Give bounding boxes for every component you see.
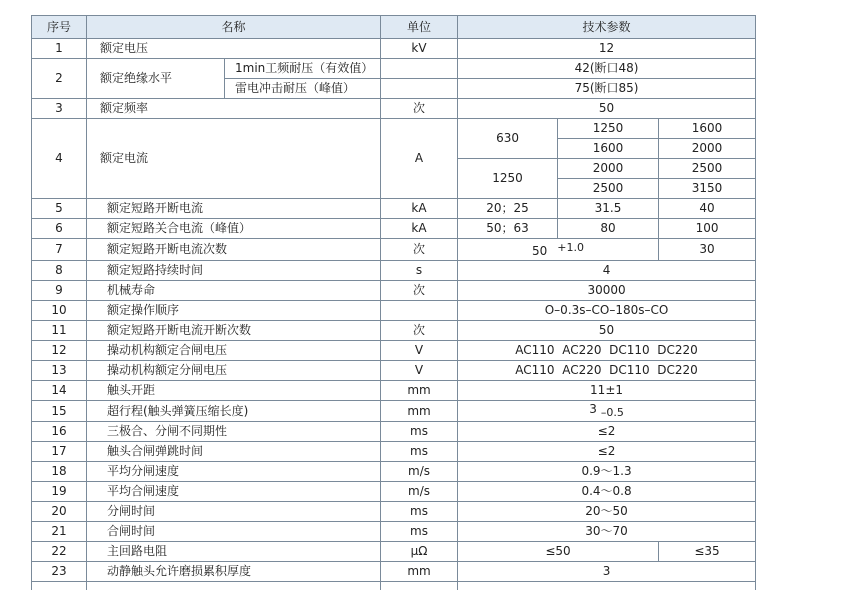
row-value bbox=[458, 239, 659, 261]
row-name: 额定电压 bbox=[87, 39, 381, 59]
table-row bbox=[32, 59, 756, 79]
row-name: 触头开距 bbox=[87, 381, 381, 401]
row-value: 1250 bbox=[558, 119, 659, 139]
row-value: 50 bbox=[458, 99, 756, 119]
row-subname: 1min工频耐压（有效值） bbox=[225, 59, 381, 79]
row-value: 1600 bbox=[558, 139, 659, 159]
row-value: ≤2 bbox=[458, 442, 756, 462]
row-unit: 次 bbox=[381, 239, 458, 261]
row-value: 2000 bbox=[558, 159, 659, 179]
row-name: 合闸时间 bbox=[87, 522, 381, 542]
row-value: 11±1 bbox=[458, 381, 756, 401]
row-name: 分闸时间 bbox=[87, 502, 381, 522]
header-name: 名称 bbox=[87, 16, 381, 39]
table-row bbox=[32, 199, 756, 219]
row-unit: ms bbox=[381, 422, 458, 442]
row-value: 0.9～1.3 bbox=[458, 462, 756, 482]
row-value: 12 bbox=[458, 39, 756, 59]
table-row bbox=[32, 239, 756, 261]
row-name: 额定短路关合电流（峰值） bbox=[87, 219, 381, 239]
row-value: ≤50 bbox=[458, 542, 659, 562]
row-value: AC110 AC220 DC110 DC220 bbox=[458, 341, 756, 361]
row-unit: m/s bbox=[381, 482, 458, 502]
header-unit: 单位 bbox=[381, 16, 458, 39]
row-no: 4 bbox=[32, 119, 87, 199]
row-name: 额定操作顺序 bbox=[87, 301, 381, 321]
row-name: 额定电流 bbox=[87, 119, 381, 199]
table-row bbox=[32, 422, 756, 442]
row-name: 额定短路开断电流开断次数 bbox=[87, 321, 381, 341]
table-row bbox=[32, 401, 756, 422]
row-name: 超行程(触头弹簧压缩长度) bbox=[87, 401, 381, 422]
row-name: 额定短路开断电流次数 bbox=[87, 239, 381, 261]
row-unit: A bbox=[381, 119, 458, 199]
table-row bbox=[32, 321, 756, 341]
row-no: 6 bbox=[32, 219, 87, 239]
row-value-main: 3 bbox=[589, 402, 597, 416]
table-row bbox=[32, 219, 756, 239]
table-row bbox=[32, 99, 756, 119]
row-unit: 次 bbox=[381, 99, 458, 119]
row-name: 平均分闸速度 bbox=[87, 462, 381, 482]
table-row bbox=[32, 522, 756, 542]
row-unit bbox=[381, 301, 458, 321]
row-unit: V bbox=[381, 361, 458, 381]
row-no: 16 bbox=[32, 422, 87, 442]
row-unit bbox=[381, 79, 458, 99]
row-value-subscript: –0.5 bbox=[600, 406, 624, 419]
row-no: 7 bbox=[32, 239, 87, 261]
table-row bbox=[32, 442, 756, 462]
row-name: 额定频率 bbox=[87, 99, 381, 119]
table-row bbox=[32, 261, 756, 281]
table-row bbox=[32, 341, 756, 361]
row-no: 8 bbox=[32, 261, 87, 281]
table-row-cutoff bbox=[32, 582, 756, 591]
row-no: 10 bbox=[32, 301, 87, 321]
row-value bbox=[458, 401, 756, 422]
row-value-main: 50 bbox=[532, 244, 548, 258]
row-unit: μΩ bbox=[381, 542, 458, 562]
header-params: 技术参数 bbox=[458, 16, 756, 39]
row-unit: ms bbox=[381, 442, 458, 462]
row-value: 80 bbox=[558, 219, 659, 239]
row-no: 5 bbox=[32, 199, 87, 219]
row-no: 11 bbox=[32, 321, 87, 341]
row-value: 2500 bbox=[659, 159, 756, 179]
row-no: 9 bbox=[32, 281, 87, 301]
row-value: 1600 bbox=[659, 119, 756, 139]
row-unit: ms bbox=[381, 502, 458, 522]
row-name bbox=[87, 582, 381, 591]
row-unit: kA bbox=[381, 219, 458, 239]
row-no: 14 bbox=[32, 381, 87, 401]
row-value: AC110 AC220 DC110 DC220 bbox=[458, 361, 756, 381]
row-no bbox=[32, 582, 87, 591]
row-no: 3 bbox=[32, 99, 87, 119]
row-value: 20；25 bbox=[458, 199, 558, 219]
row-value: 30 bbox=[659, 239, 756, 261]
row-unit bbox=[381, 59, 458, 79]
row-unit: mm bbox=[381, 562, 458, 582]
row-value: 3 bbox=[458, 562, 756, 582]
row-no: 17 bbox=[32, 442, 87, 462]
row-no: 15 bbox=[32, 401, 87, 422]
row-unit: s bbox=[381, 261, 458, 281]
row-no: 22 bbox=[32, 542, 87, 562]
table-row bbox=[32, 39, 756, 59]
row-value-superscript: +1.0 bbox=[557, 241, 585, 254]
row-unit: 次 bbox=[381, 321, 458, 341]
row-unit: ms bbox=[381, 522, 458, 542]
row-value: 20～50 bbox=[458, 502, 756, 522]
row-name: 动静触头允许磨损累积厚度 bbox=[87, 562, 381, 582]
row-subname: 雷电冲击耐压（峰值） bbox=[225, 79, 381, 99]
header-no: 序号 bbox=[32, 16, 87, 39]
table-row bbox=[32, 482, 756, 502]
row-value: ≤2 bbox=[458, 422, 756, 442]
row-no: 2 bbox=[32, 59, 87, 99]
row-no: 21 bbox=[32, 522, 87, 542]
row-name: 主回路电阻 bbox=[87, 542, 381, 562]
row-value: 30000 bbox=[458, 281, 756, 301]
row-name: 机械寿命 bbox=[87, 281, 381, 301]
row-value: 2000 bbox=[659, 139, 756, 159]
row-unit: kA bbox=[381, 199, 458, 219]
row-value: 1250 bbox=[458, 159, 558, 199]
row-unit: m/s bbox=[381, 462, 458, 482]
row-unit: V bbox=[381, 341, 458, 361]
row-value: 0.4～0.8 bbox=[458, 482, 756, 502]
row-name: 操动机构额定分闸电压 bbox=[87, 361, 381, 381]
row-no: 23 bbox=[32, 562, 87, 582]
row-value: ≤35 bbox=[659, 542, 756, 562]
row-no: 18 bbox=[32, 462, 87, 482]
table-row bbox=[32, 119, 756, 139]
table-row bbox=[32, 301, 756, 321]
row-name: 触头合闸弹跳时间 bbox=[87, 442, 381, 462]
row-value: 50；63 bbox=[458, 219, 558, 239]
table-row bbox=[32, 281, 756, 301]
row-unit: kV bbox=[381, 39, 458, 59]
row-value: 100 bbox=[659, 219, 756, 239]
row-name: 额定短路持续时间 bbox=[87, 261, 381, 281]
row-name: 三极合、分闸不同期性 bbox=[87, 422, 381, 442]
table-row bbox=[32, 462, 756, 482]
row-value: 2500 bbox=[558, 179, 659, 199]
row-no: 12 bbox=[32, 341, 87, 361]
header-row bbox=[32, 16, 756, 39]
row-name: 额定短路开断电流 bbox=[87, 199, 381, 219]
row-unit: mm bbox=[381, 401, 458, 422]
row-unit: 次 bbox=[381, 281, 458, 301]
row-unit: mm bbox=[381, 381, 458, 401]
row-name: 额定绝缘水平 bbox=[87, 59, 225, 99]
row-value: 50 bbox=[458, 321, 756, 341]
row-name: 平均合闸速度 bbox=[87, 482, 381, 502]
table-row bbox=[32, 381, 756, 401]
row-value: 42(断口48) bbox=[458, 59, 756, 79]
row-value: O–0.3s–CO–180s–CO bbox=[458, 301, 756, 321]
row-no: 13 bbox=[32, 361, 87, 381]
row-value: 630 bbox=[458, 119, 558, 159]
row-value: 4 bbox=[458, 261, 756, 281]
row-value: 30～70 bbox=[458, 522, 756, 542]
table-row bbox=[32, 361, 756, 381]
table-row bbox=[32, 562, 756, 582]
row-value bbox=[458, 582, 756, 591]
row-no: 19 bbox=[32, 482, 87, 502]
row-name: 操动机构额定合闸电压 bbox=[87, 341, 381, 361]
table-row bbox=[32, 502, 756, 522]
row-value: 75(断口85) bbox=[458, 79, 756, 99]
row-no: 20 bbox=[32, 502, 87, 522]
row-value: 40 bbox=[659, 199, 756, 219]
row-unit bbox=[381, 582, 458, 591]
row-no: 1 bbox=[32, 39, 87, 59]
spec-table bbox=[31, 15, 756, 590]
table-row bbox=[32, 542, 756, 562]
row-value: 3150 bbox=[659, 179, 756, 199]
row-value: 31.5 bbox=[558, 199, 659, 219]
